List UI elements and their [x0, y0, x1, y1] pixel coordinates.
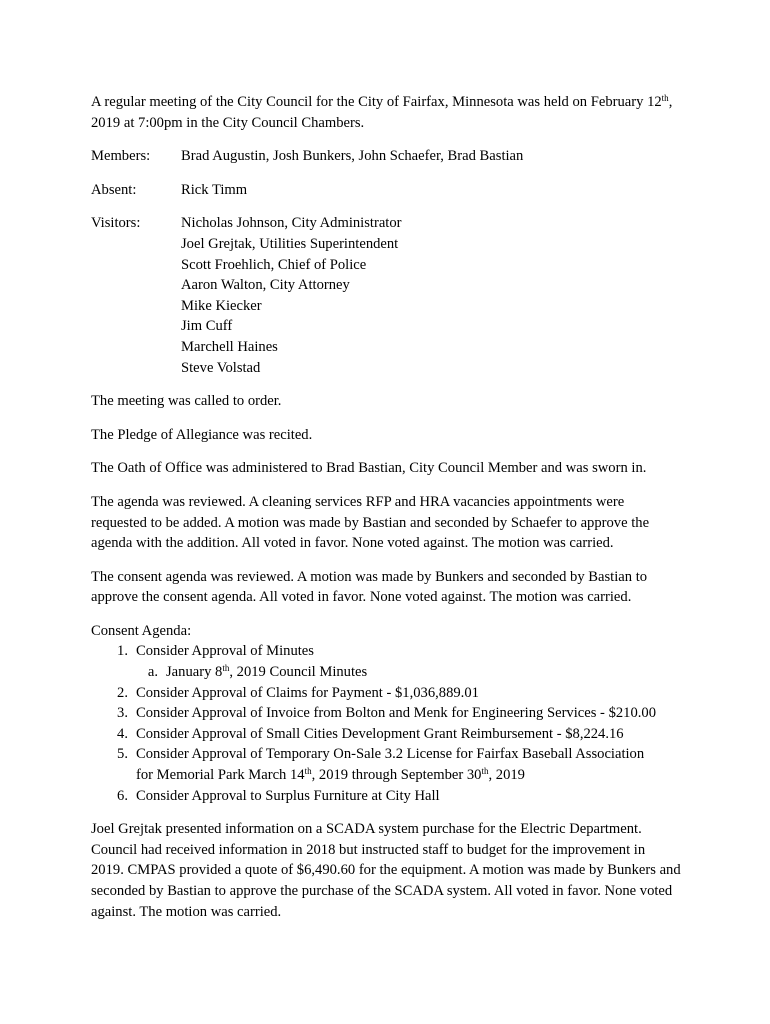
visitors-row — [91, 213, 681, 378]
members-label: Members: — [91, 148, 151, 165]
visitor-name: Marchell Haines — [181, 338, 278, 355]
item-number: 6. — [117, 787, 128, 804]
item-text: Consider Approval of Invoice from Bolton and Menk for Engineering Services - $210.00 — [136, 705, 656, 722]
list-subitem — [91, 662, 681, 683]
list-item — [91, 724, 681, 745]
called-to-order-paragraph: The meeting was called to order. — [91, 393, 282, 410]
visitor-name: Aaron Walton, City Attorney — [181, 277, 350, 294]
absent-value: Rick Timm — [181, 181, 248, 198]
agenda-paragraph: The agenda was reviewed. A cleaning services RFP and HRA vacancies appointments were requested to be added. A motion was made by Bastian and seconded by Schaefer to approve the agenda with the addition. All voted in favor. None voted against. The motion was carried. — [91, 493, 650, 552]
item-number: 3. — [117, 705, 128, 722]
scada-paragraph: Joel Grejtak presented information on a SCADA system purchase for the Electric Department. Council had received information in 2018 but instructed staff to budget for the improvement in 2019. CMPAS provided a quote of $6,490.60 for the equipment. A motion was made by Bunkers and seconded by Bastian to approve the purchase of the SCADA system. All voted in favor. None voted against. The motion was carried. — [91, 821, 681, 920]
item-text: Consider Approval to Surplus Furniture at City Hall — [136, 787, 440, 804]
intro-paragraph: A regular meeting of the City Council for the City of Fairfax, Minnesota was held on February 12th, 2019 at 7:00pm in the City Council Chambers. — [91, 93, 673, 131]
visitor-name: Mike Kiecker — [181, 297, 262, 314]
item-text: Consider Approval of Claims for Payment - $1,036,889.01 — [136, 684, 479, 701]
consent-paragraph: The consent agenda was reviewed. A motion was made by Bunkers and seconded by Bastian to approve the consent agenda. All voted in favor. None voted against. The motion was carried. — [91, 568, 648, 606]
oath-paragraph: The Oath of Office was administered to Brad Bastian, City Council Member and was sworn in. — [91, 460, 647, 477]
item-text: Consider Approval of Small Cities Development Grant Reimbursement - $8,224.16 — [136, 725, 624, 742]
pledge-paragraph: The Pledge of Allegiance was recited. — [91, 426, 313, 443]
visitor-name: Joel Grejtak, Utilities Superintendent — [181, 235, 399, 252]
absent-row — [91, 180, 681, 201]
consent-agenda-list — [91, 641, 681, 806]
visitors-label: Visitors: — [91, 215, 141, 232]
visitors-list — [181, 213, 681, 378]
list-item — [91, 641, 681, 662]
minutes-body — [91, 92, 681, 935]
visitor-name: Steve Volstad — [181, 359, 261, 376]
members-value: Brad Augustin, Josh Bunkers, John Schaefer, Brad Bastian — [181, 148, 524, 165]
visitor-name: Scott Froehlich, Chief of Police — [181, 256, 367, 273]
consent-agenda-heading: Consent Agenda: — [91, 622, 192, 639]
item-number: 2. — [117, 684, 128, 701]
list-item — [91, 744, 681, 785]
item-text: Consider Approval of Temporary On-Sale 3.2 License for Fairfax Baseball Association for Memorial Park March 14th, 2019 through September 30th, 2019 — [136, 746, 645, 784]
members-row — [91, 146, 681, 167]
list-item — [91, 786, 681, 807]
absent-label: Absent: — [91, 181, 137, 198]
item-text: Consider Approval of Minutes — [136, 643, 314, 660]
visitor-name: Jim Cuff — [181, 318, 233, 335]
item-number: 4. — [117, 725, 128, 742]
visitor-name: Nicholas Johnson, City Administrator — [181, 215, 402, 232]
subitem-text: January 8th, 2019 Council Minutes — [166, 663, 368, 681]
item-number: 5. — [117, 746, 128, 763]
list-item — [91, 703, 681, 724]
subitem-letter: a. — [147, 664, 158, 681]
list-item — [91, 683, 681, 704]
item-number: 1. — [117, 643, 128, 660]
